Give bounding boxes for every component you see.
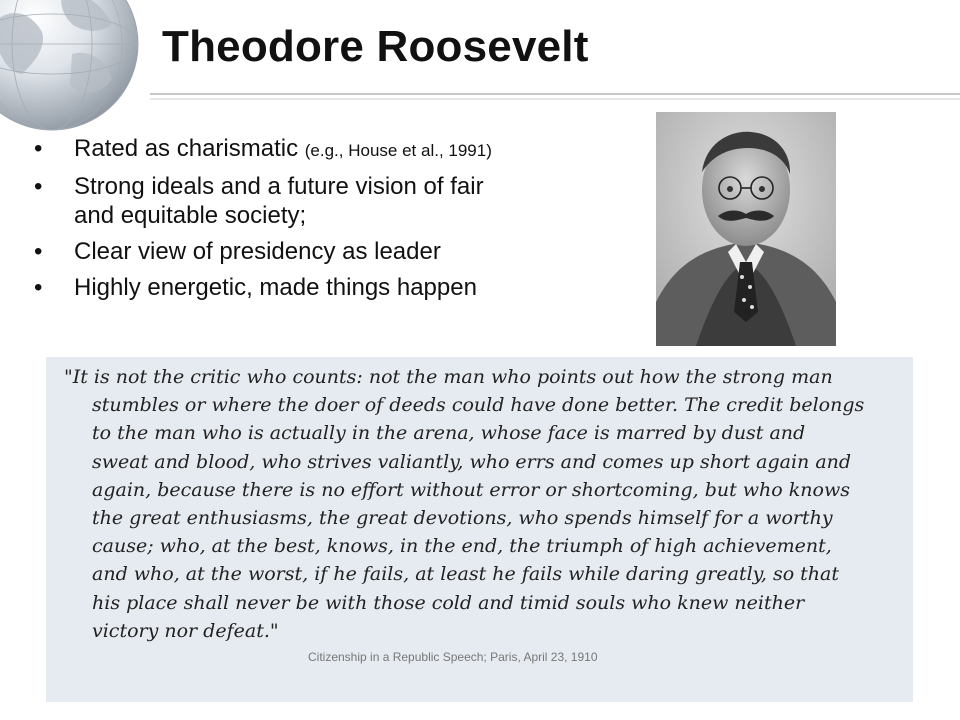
bullet-text: Strong ideals and a future vision of fair	[74, 173, 484, 200]
quote-line: again, because there is no effort without error or shortcoming, but who knows	[92, 478, 850, 501]
quote-line: sweat and blood, who strives valiantly, who errs and comes up short again and	[92, 450, 852, 473]
bullet-marker: •	[34, 173, 43, 200]
bullet-text-continued: and equitable society;	[74, 202, 307, 229]
bullet-marker: •	[34, 135, 43, 162]
bullet-marker: •	[34, 274, 43, 301]
bullet-marker: •	[34, 238, 43, 265]
quote-line: "It is not the critic who counts: not the man who points out how the strong man	[64, 366, 833, 388]
bullet-text: Rated as charismatic	[74, 135, 305, 162]
bullet-item	[34, 237, 634, 266]
quote-line: his place shall never be with those cold and timid souls who knew neither	[92, 591, 805, 614]
slide-title: Theodore Roosevelt	[162, 22, 589, 71]
bullet-citation: (e.g., House et al., 1991)	[304, 141, 492, 160]
quote-line: stumbles or where the doer of deeds could have done better. The credit belongs	[92, 394, 865, 417]
quote-line: victory nor defeat."	[92, 619, 279, 642]
portrait-image	[656, 112, 836, 346]
quote-line: and who, at the worst, if he fails, at least he fails while daring greatly, so that	[92, 563, 840, 586]
bullet-text: Highly energetic, made things happen	[74, 274, 477, 301]
header-divider	[150, 90, 960, 102]
bullet-item	[34, 134, 634, 165]
globe-icon	[0, 0, 142, 134]
bullet-list	[34, 134, 634, 309]
quote-text	[64, 363, 914, 645]
bullet-text: Clear view of presidency as leader	[74, 238, 441, 265]
bullet-item	[34, 172, 634, 230]
quote-source: Citizenship in a Republic Speech; Paris, April 23, 1910	[308, 650, 598, 664]
quote-line: cause; who, at the best, knows, in the end, the triumph of high achievement,	[92, 535, 832, 558]
quote-line: to the man who is actually in the arena, whose face is marred by dust and	[92, 422, 806, 445]
bullet-item	[34, 273, 634, 302]
portrait-photo	[656, 112, 836, 346]
quote-line: the great enthusiasms, the great devotions, who spends himself for a worthy	[92, 507, 833, 530]
quote-box	[46, 357, 913, 702]
